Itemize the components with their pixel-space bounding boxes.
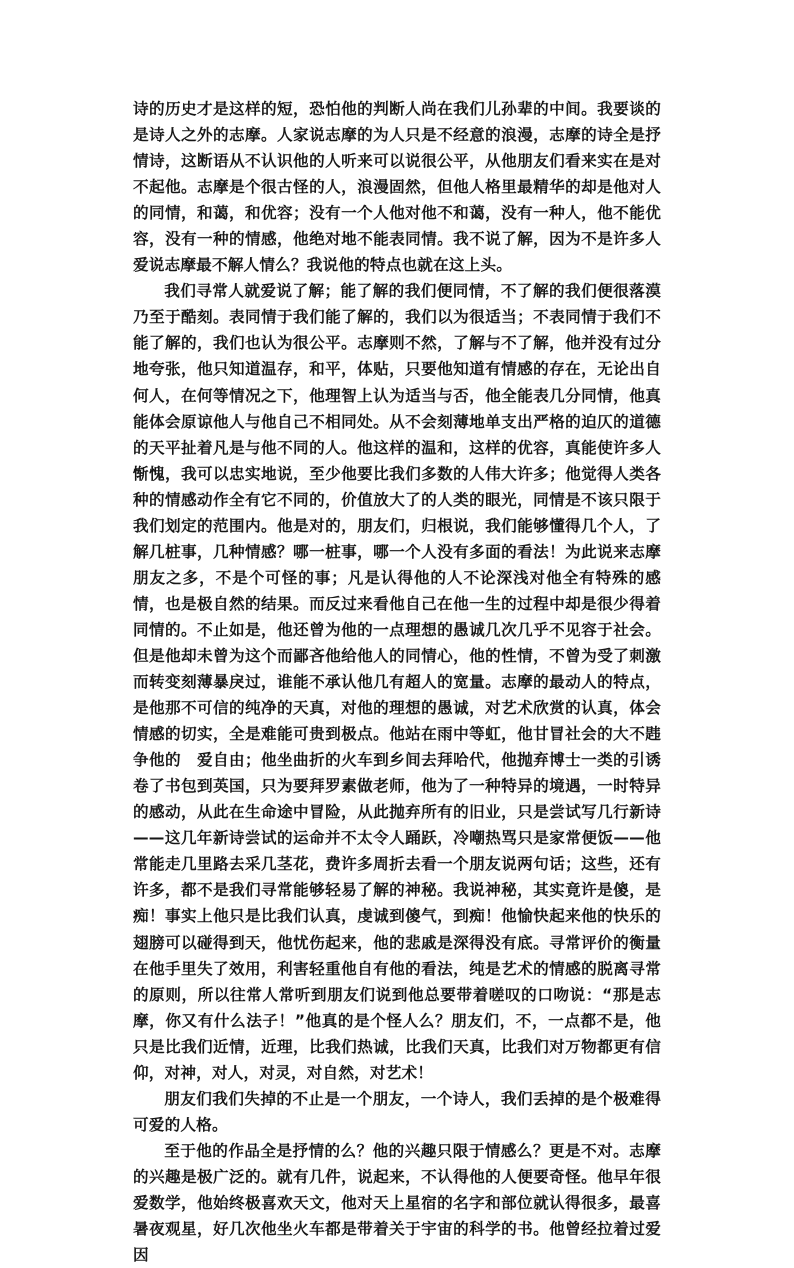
paragraph-4: 至于他的作品全是抒情的么？他的兴趣只限于情感么？更是不对。志摩的兴趣是极广泛的。就有几件，说起来，不认得他的人便要奇怪。他早年很爱数学，他始终极喜欢天文，他对天上星宿的名字和部位就认得很多，最喜暑夜观星，好几次他坐火车都是带着关于宇宙的科学的书。他曾经拉着过爱因 — [133, 1141, 661, 1265]
document-body — [133, 96, 661, 1268]
paragraph-3: 朋友们我们失掉的不止是一个朋友，一个诗人，我们丢掉的是个极难得可爱的人格。 — [133, 1089, 661, 1134]
paragraph-1: 诗的历史才是这样的短，恐怕他的判断人尚在我们儿孙辈的中间。我要谈的是诗人之外的志摩。人家说志摩的为人只是不经意的浪漫，志摩的诗全是抒情诗，这断语从不认识他的人听来可以说很公平，从他朋友们看来实在是对不起他。志摩是个很古怪的人，浪漫固然，但他人格里最精华的却是他对人的同情，和蔼，和优容；没有一个人他对他不和蔼，没有一种人，他不能优容，没有一种的情感，他绝对地不能表同情。我不说了解，因为不是许多人爱说志摩最不解人情么？我说他的特点也就在这上头。 — [133, 100, 661, 275]
paragraph-2: 我们寻常人就爱说了解；能了解的我们便同情，不了解的我们便很落漠乃至于酷刻。表同情于我们能了解的，我们以为很适当；不表同情于我们不能了解的，我们也认为很公平。志摩则不然，了解与不了解，他并没有过分地夸张，他只知道温存，和平，体贴，只要他知道有情感的存在，无论出自何人，在何等情况之下，他理智上认为适当与否，他全能表几分同情，他真能体会原谅他人与他自己不相同处。从不会刻薄地单支出严格的迫仄的道德的天平扯着凡是与他不同的人。他这样的温和，这样的优容，真能使许多人惭愧，我可以忠实地说，至少他要比我们多数的人伟大许多；他觉得人类各种的情感动作全有它不同的，价值放大了的人类的眼光，同情是不该只限于我们划定的范围内。他是对的，朋友们，归根说，我们能够懂得几个人，了解几桩事，几种情感？哪一桩事，哪一个人没有多面的看法！为此说来志摩朋友之多，不是个可怪的事；凡是认得他的人不论深浅对他全有特殊的感情，也是极自然的结果。而反过来看他自己在他一生的过程中却是很少得着同情的。不止如是，他还曾为他的一点理想的愚诚几次几乎不见容于社会。但是他却未曾为这个而鄙吝他给他人的同情心，他的性情，不曾为受了刺激而转变刻薄暴戾过，谁能不承认他几有超人的宽量。志摩的最动人的特点，是他那不可信的纯净的天真，对他的理想的愚诚，对艺术欣赏的认真，体会情感的切实，全是难能可贵到极点。他站在雨中等虹，他甘冒社会的大不韪争他的 爱自由；他坐曲折的火车到乡间去拜哈代，他抛弃博士一类的引诱卷了书包到英国，只为要拜罗素做老师，他为了一种特异的境遇，一时特异的感动，从此在生命途中冒险，从此抛弃所有的旧业，只是尝试写几行新诗——这几年新诗尝试的运命并不太令人踊跃，冷嘲热骂只是家常便饭——他常能走几里路去采几茎花，费许多周折去看一个朋友说两句话；这些，还有许多，都不是我们寻常能够轻易了解的神秘。我说神秘，其实竟许是傻，是痴！事实上他只是比我们认真，虔诚到傻气，到痴！他愉快起来他的快乐的翅膀可以碰得到天，他忧伤起来，他的悲戚是深得没有底。寻常评价的衡量在他手里失了效用，利害轻重他自有他的看法，纯是艺术的情感的脱离寻常的原则，所以往常人常听到朋友们说到他总要带着嗟叹的口吻说：“那是志摩，你又有什么法子！”他真的是个怪人么？朋友们，不，一点都不是，他只是比我们近情，近理，比我们热诚，比我们天真，比我们对万物都更有信仰，对神，对人，对灵，对自然，对艺术！ — [133, 282, 661, 1082]
